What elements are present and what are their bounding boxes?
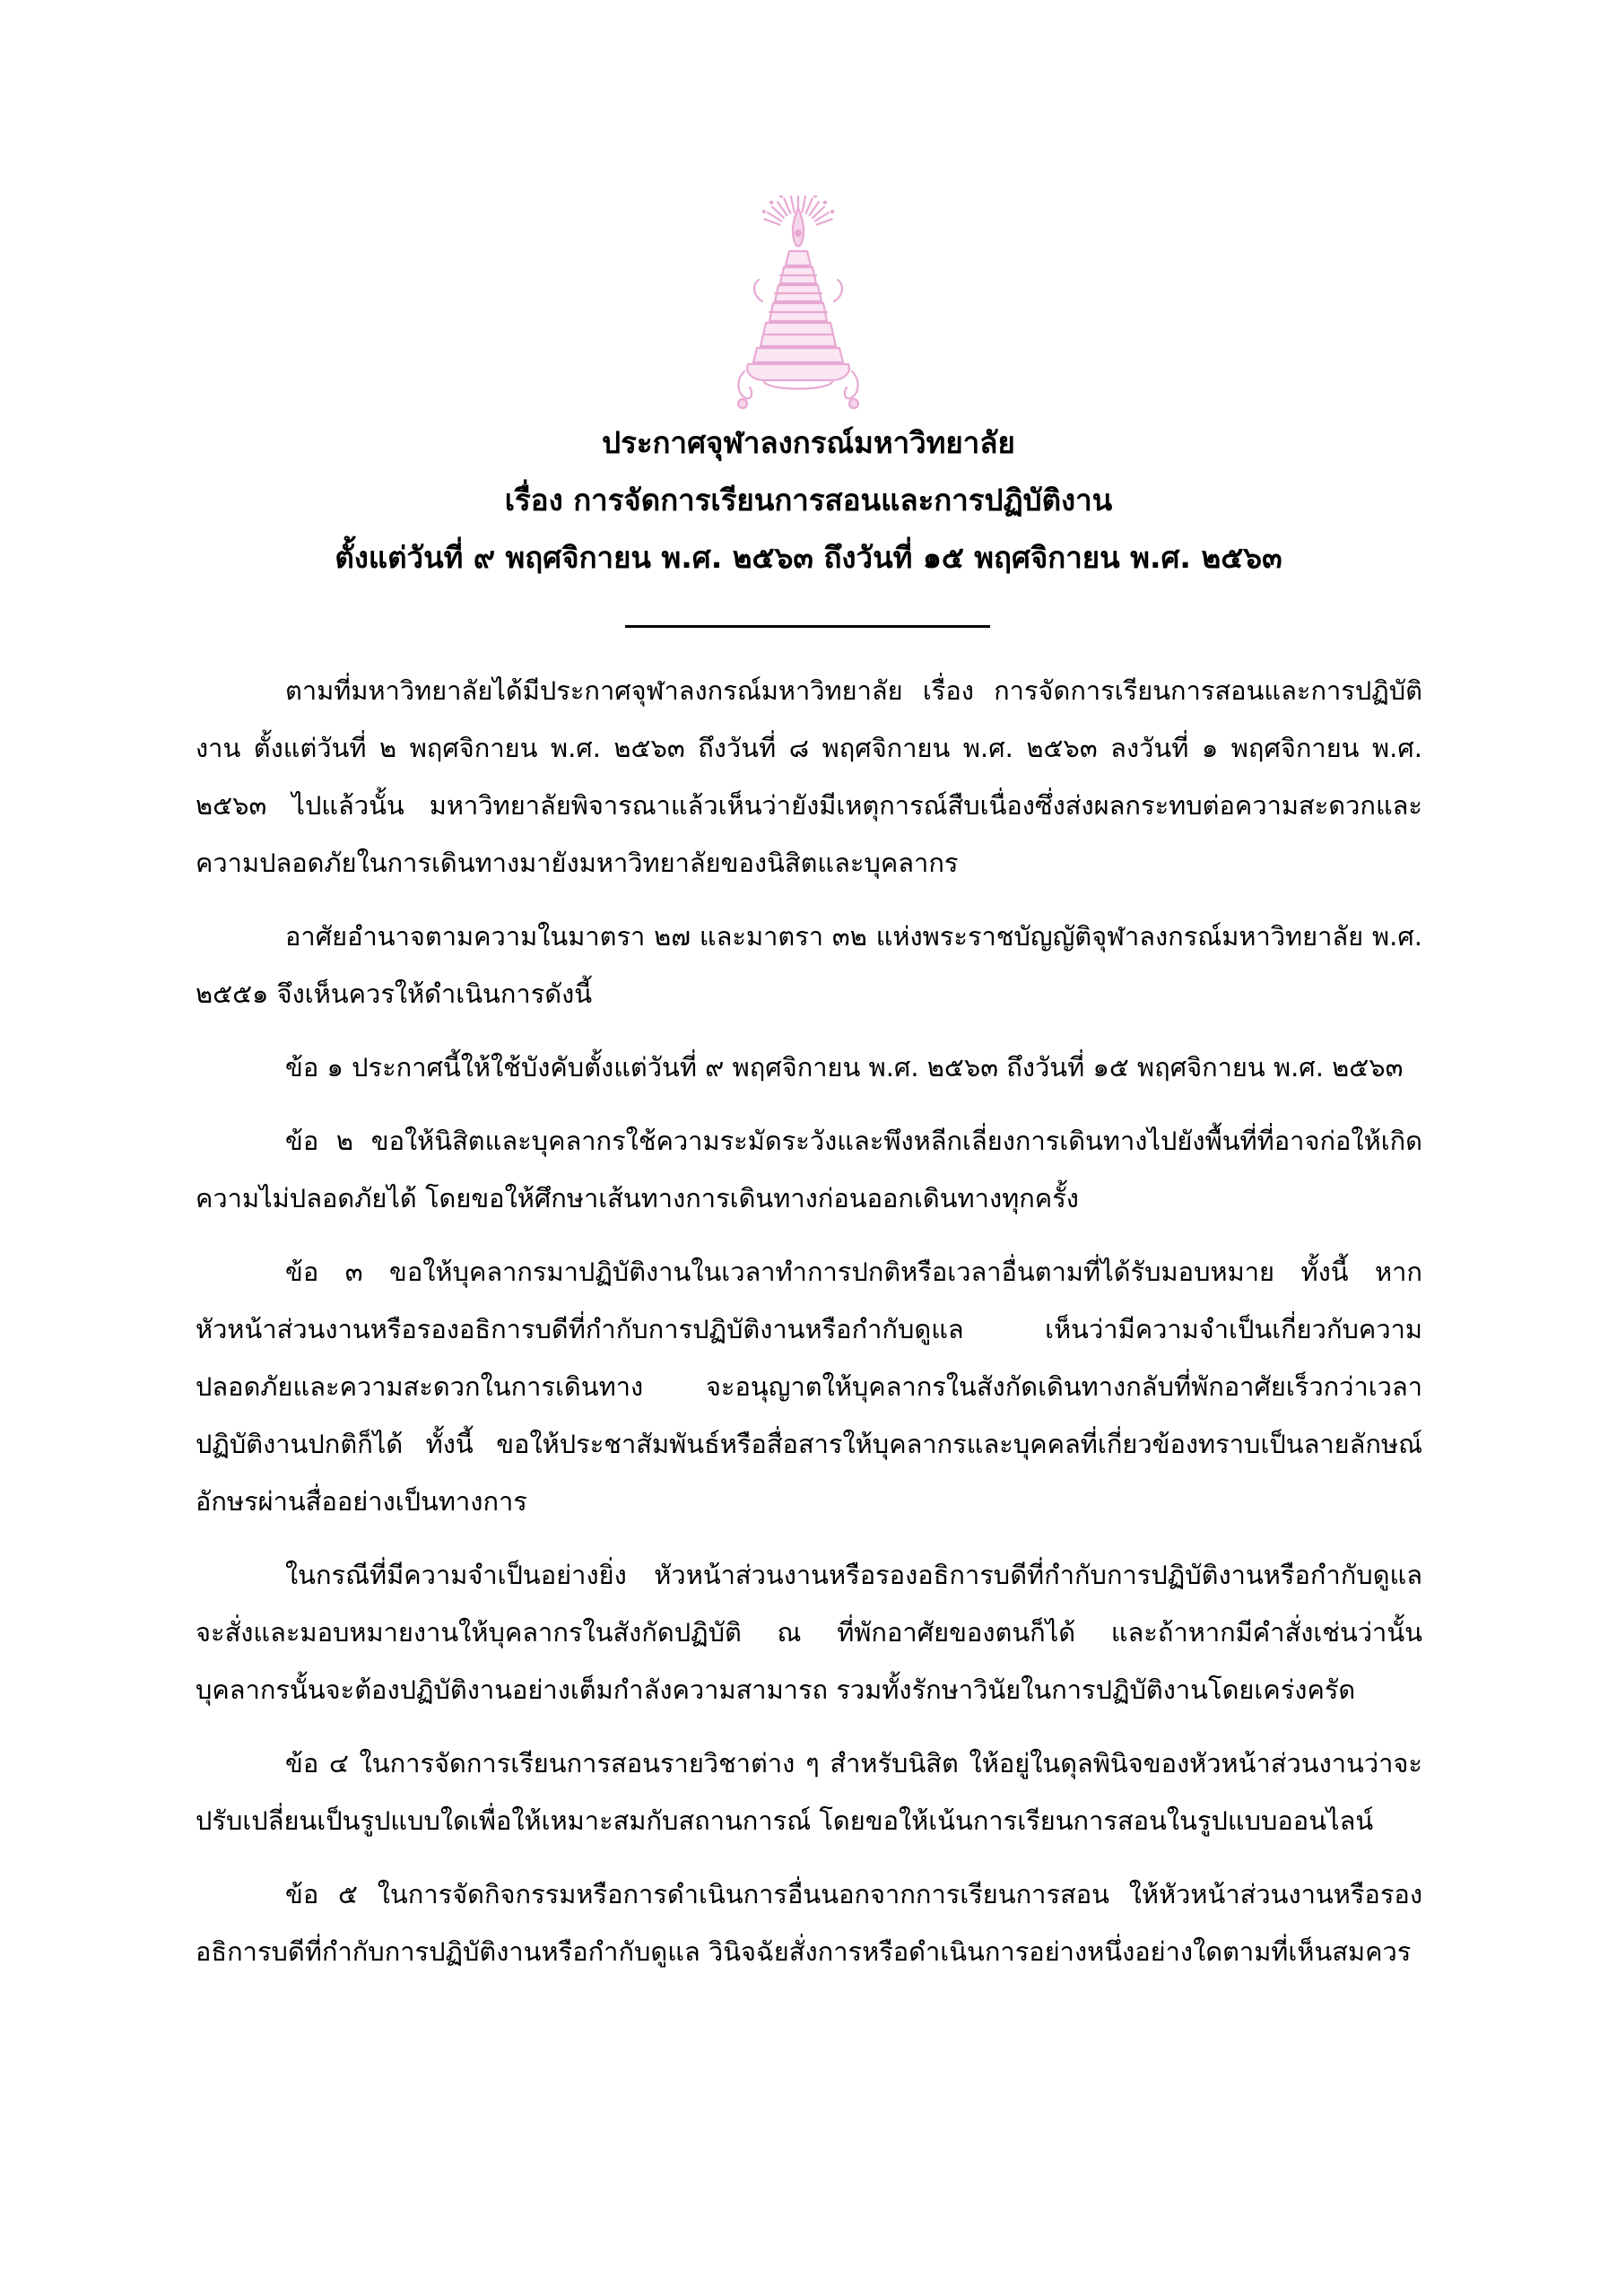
seal-ray-dot — [769, 201, 773, 204]
seal-ray-dot — [823, 201, 827, 204]
paragraph-clause-2: ข้อ ๒ ขอให้นิสิตและบุคลากรใช้ความระมัดระวังและพึงหลีกเลี่ยงการเดินทางไปยังพื้นที่ที่อาจก่อให้เกิดความไม่ปลอดภัยได้ โดยขอให้ศึกษาเส้นทางการเดินทางก่อนออกเดินทางทุกครั้ง — [196, 1126, 1422, 1213]
phra-kiao-seal-icon — [717, 196, 879, 420]
paragraph-clause-1: ข้อ ๑ ประกาศนี้ให้ใช้บังคับตั้งแต่วันที่ ๙ พฤศจิกายน พ.ศ. ๒๕๖๓ ถึงวันที่ ๑๕ พฤศจิกายน พ.ศ. ๒๕๖๓ — [285, 1052, 1404, 1083]
seal-ray — [817, 219, 832, 224]
paragraph-clause-3: ข้อ ๓ ขอให้บุคลากรมาปฏิบัติงานในเวลาทำการปกติหรือเวลาอื่นตามที่ได้รับมอบหมาย ทั้งนี้ หากหัวหน้าส่วนงานหรือรองอธิการบดีที่กำกับการปฏิบัติงานหรือกำกับดูแล เห็นว่ามีความจำเป็นเกี่ยวกับความปลอดภัยและความสะดวกในการเดินทาง จะอนุญาตให้บุคลากรในสังกัดเดินทางกลับที่พักอาศัยเร็วกว่าเวลาปฏิบัติงานปกติก็ได้ ทั้งนี้ ขอให้ประชาสัมพันธ์หรือสื่อสารให้บุคลากรและบุคคลที่เกี่ยวข้องทราบเป็นลายลักษณ์อักษรผ่านสื่ออย่างเป็นทางการ — [196, 1257, 1422, 1517]
seal-ray — [802, 196, 805, 213]
paragraph-clause-5: ข้อ ๕ ในการจัดกิจกรรมหรือการดำเนินการอื่นนอกจากการเรียนการสอน ให้หัวหน้าส่วนงานหรือรองอธิการบดีที่กำกับการปฏิบัติงานหรือกำกับดูแล วินิจฉัยสั่งการหรือดำเนินการอย่างหนึ่งอย่างใดตามที่เห็นสมควร — [196, 1879, 1422, 1967]
announcement-title: ประกาศจุฬาลงกรณ์มหาวิทยาลัย — [602, 425, 1015, 460]
seal-ray-dot — [813, 196, 817, 198]
announcement-period: ตั้งแต่วันที่ ๙ พฤศจิกายน พ.ศ. ๒๕๖๓ ถึงวันที่ ๑๕ พฤศจิกายน พ.ศ. ๒๕๖๓ — [335, 540, 1282, 575]
seal-ray — [791, 196, 795, 213]
paragraph-clause-4: ข้อ ๔ ในการจัดการเรียนการสอนรายวิชาต่าง ๆ สำหรับนิสิต ให้อยู่ในดุลพินิจของหัวหน้าส่วนงานว่าจะปรับเปลี่ยนเป็นรูปแบบใดเพื่อให้เหมาะสมกับสถานการณ์ โดยขอให้เน้นการเรียนการสอนในรูปแบบออนไลน์ — [196, 1748, 1422, 1836]
seal-ray-dot — [830, 210, 834, 213]
paragraph-authority: อาศัยอำนาจตามความในมาตรา ๒๗ และมาตรา ๓๒ แห่งพระราชบัญญัติจุฬาลงกรณ์มหาวิทยาลัย พ.ศ. ๒๕๕๑ จึงเห็นควรให้ดำเนินการดังนี้ — [196, 921, 1422, 1009]
announcement-subject: เรื่อง การจัดการเรียนการสอนและการปฏิบัติงาน — [504, 483, 1113, 517]
seal-ray — [764, 219, 779, 224]
announcement-body — [196, 662, 1422, 1996]
paragraph-preamble: ตามที่มหาวิทยาลัยได้มีประกาศจุฬาลงกรณ์มหาวิทยาลัย เรื่อง การจัดการเรียนการสอนและการปฏิบัติงาน ตั้งแต่วันที่ ๒ พฤศจิกายน พ.ศ. ๒๕๖๓ ถึงวันที่ ๘ พฤศจิกายน พ.ศ. ๒๕๖๓ ลงวันที่ ๑ พฤศจิกายน พ.ศ. ๒๕๖๓ ไปแล้วนั้น มหาวิทยาลัยพิจารณาแล้วเห็นว่ายังมีเหตุการณ์สืบเนื่องซึ่งส่งผลกระทบต่อความสะดวกและความปลอดภัยในการเดินทางมายังมหาวิทยาลัยของนิสิตและบุคลากร — [196, 675, 1422, 878]
seal-ray-dot — [779, 196, 783, 198]
title-divider — [625, 625, 990, 628]
paragraph-clause-3-continued: ในกรณีที่มีความจำเป็นอย่างยิ่ง หัวหน้าส่วนงานหรือรองอธิการบดีที่กำกับการปฏิบัติงานหรือกำกับดูแลจะสั่งและมอบหมายงานให้บุคลากรในสังกัดปฏิบัติ ณ ที่พักอาศัยของตนก็ได้ และถ้าหากมีคำสั่งเช่นว่านั้นบุคลากรนั้นจะต้องปฏิบัติงานอย่างเต็มกำลังความสามารถ รวมทั้งรักษาวินัยในการปฏิบัติงานโดยเคร่งครัด — [196, 1560, 1422, 1705]
seal-ray-dot — [762, 210, 766, 213]
